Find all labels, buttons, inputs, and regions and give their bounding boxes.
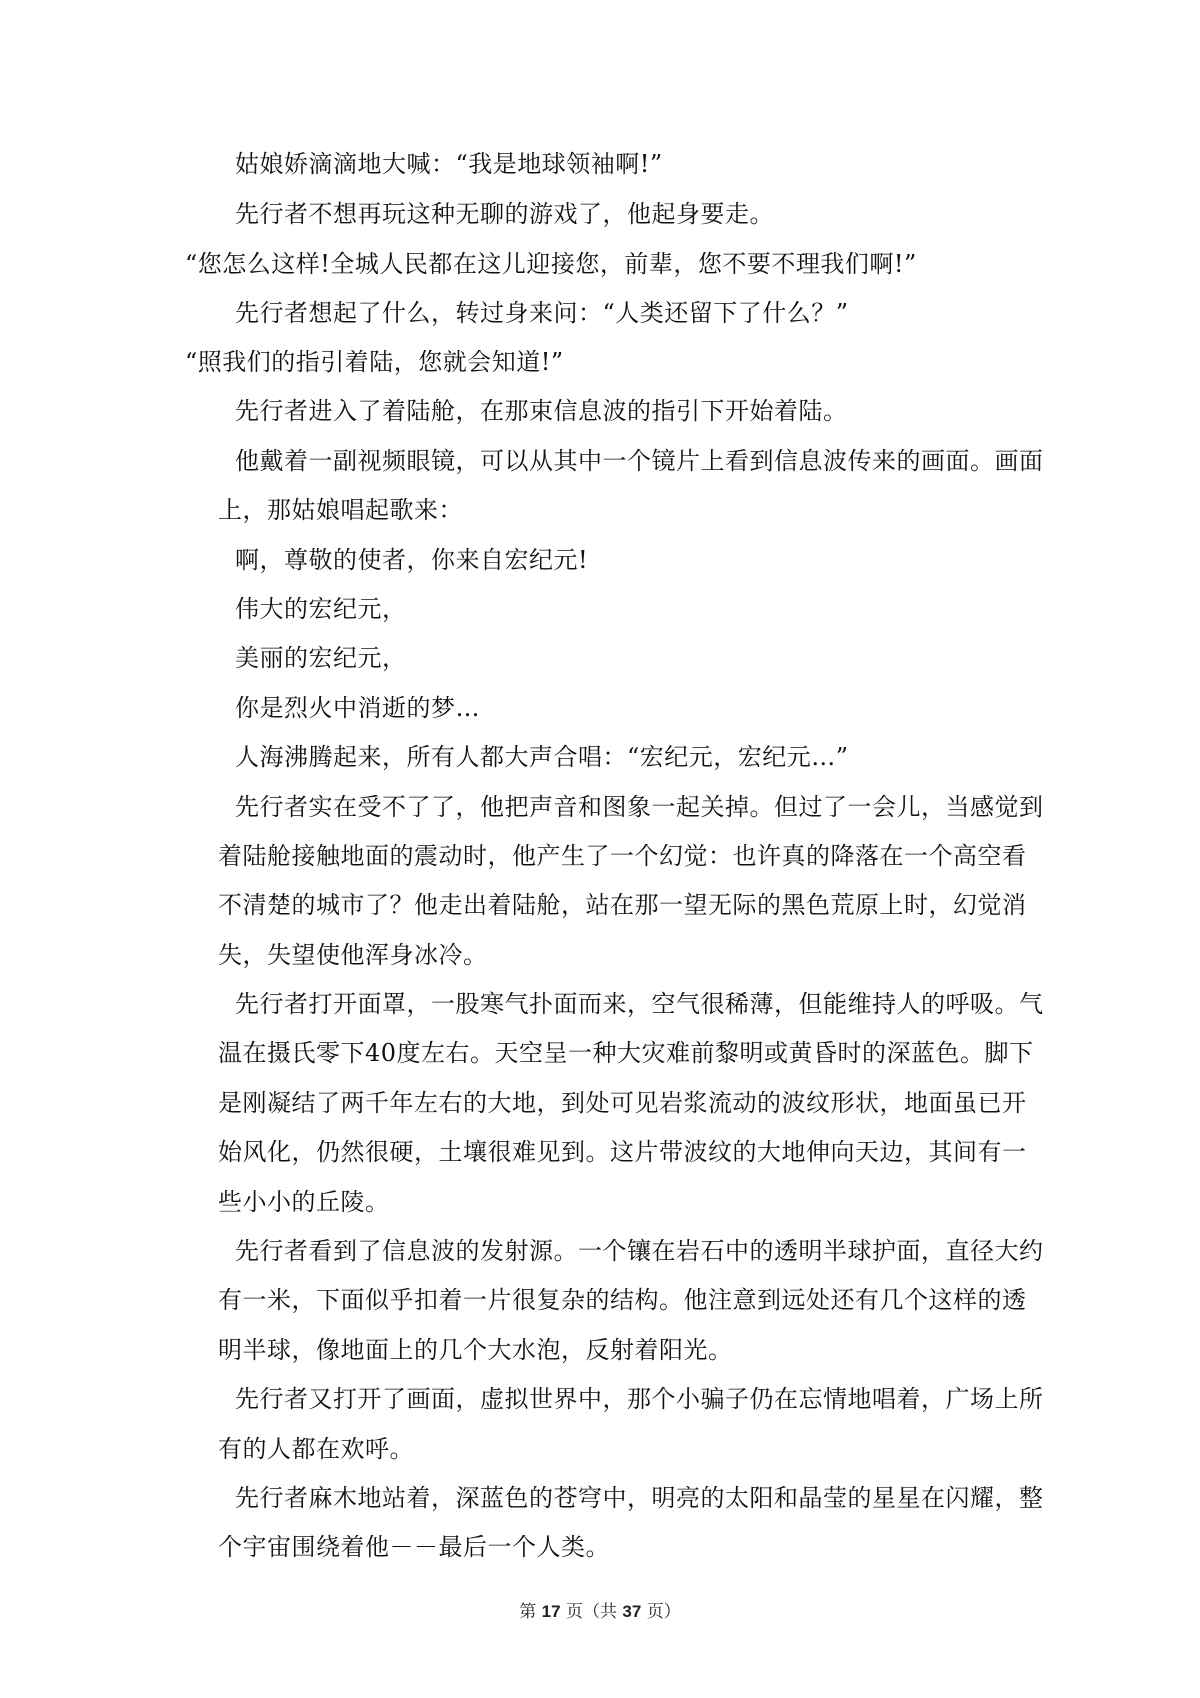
page-footer — [0, 1600, 1200, 1624]
text-line: 先行者进入了着陆舱，在那束信息波的指引下开始着陆。 — [235, 397, 848, 425]
text-line: 伟大的宏纪元， — [235, 595, 407, 623]
text-line: 人海沸腾起来，所有人都大声合唱：“宏纪元，宏纪元…” — [235, 743, 849, 771]
text-line: 上，那姑娘唱起歌来： — [218, 496, 463, 524]
current-page-number: 17 — [541, 1602, 561, 1621]
text-line: 个宇宙围绕着他－－最后一个人类。 — [218, 1533, 610, 1561]
footer-suffix: 页） — [641, 1602, 681, 1622]
text-line: 先行者想起了什么，转过身来问：“人类还留下了什么？” — [235, 299, 849, 327]
text-line: 失，失望使他浑身冰冷。 — [218, 941, 488, 969]
text-line: 着陆舱接触地面的震动时，他产生了一个幻觉：也许真的降落在一个高空看 — [218, 842, 1027, 870]
text-line: 先行者不想再玩这种无聊的游戏了，他起身要走。 — [235, 200, 774, 228]
text-line: 不清楚的城市了？他走出着陆舱，站在那一望无际的黑色荒原上时，幻觉消 — [218, 891, 1027, 919]
text-line: “照我们的指引着陆，您就会知道!” — [185, 348, 564, 376]
text-line: 你是烈火中消逝的梦… — [235, 694, 480, 722]
text-line: 先行者实在受不了了，他把声音和图象一起关掉。但过了一会儿，当感觉到 — [235, 793, 1044, 821]
text-line: 是刚凝结了两千年左右的大地，到处可见岩浆流动的波纹形状，地面虽已开 — [218, 1089, 1027, 1117]
text-line: 先行者看到了信息波的发射源。一个镶在岩石中的透明半球护面，直径大约 — [235, 1237, 1044, 1265]
text-line: 先行者又打开了画面，虚拟世界中，那个小骗子仍在忘情地唱着，广场上所 — [235, 1385, 1044, 1413]
text-line: 些小小的丘陵。 — [218, 1188, 390, 1216]
text-line: 先行者麻木地站着，深蓝色的苍穹中，明亮的太阳和晶莹的星星在闪耀，整 — [235, 1484, 1044, 1512]
footer-middle: 页（共 — [560, 1602, 623, 1622]
text-line: 有一米，下面似乎扣着一片很复杂的结构。他注意到远处还有几个这样的透 — [218, 1286, 1027, 1314]
text-line: 先行者打开面罩，一股寒气扑面而来，空气很稀薄，但能维持人的呼吸。气 — [235, 990, 1044, 1018]
text-line: 他戴着一副视频眼镜，可以从其中一个镜片上看到信息波传来的画面。画面 — [235, 447, 1044, 475]
text-line: 温在摄氏零下40度左右。天空呈一种大灾难前黎明或黄昏时的深蓝色。脚下 — [218, 1039, 1034, 1067]
text-line: 美丽的宏纪元， — [235, 644, 407, 672]
total-page-number: 37 — [622, 1602, 642, 1621]
text-line: 始风化，仍然很硬，土壤很难见到。这片带波纹的大地伸向天边，其间有一 — [218, 1138, 1027, 1166]
text-line: 啊，尊敬的使者，你来自宏纪元! — [235, 546, 589, 574]
footer-prefix: 第 — [519, 1602, 542, 1622]
text-line: 明半球，像地面上的几个大水泡，反射着阳光。 — [218, 1336, 733, 1364]
text-line: 有的人都在欢呼。 — [218, 1435, 414, 1463]
text-line: “您怎么这样!全城人民都在这儿迎接您，前辈，您不要不理我们啊!” — [185, 250, 917, 278]
text-line: 姑娘娇滴滴地大喊：“我是地球领袖啊!” — [235, 150, 663, 178]
